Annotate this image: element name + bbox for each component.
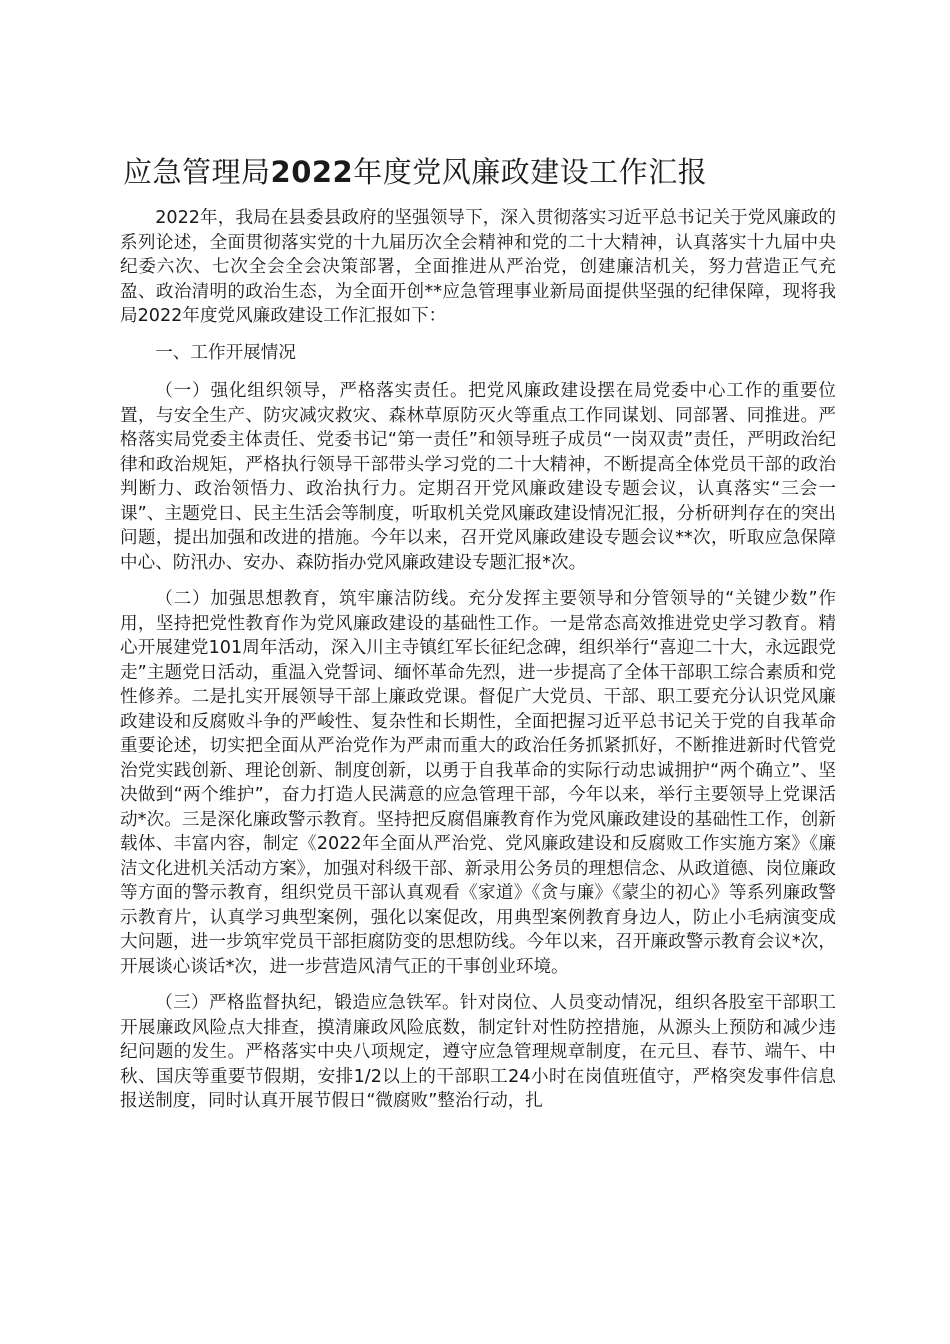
paragraph-ideological-education: （二）加强思想教育，筑牢廉洁防线。充分发挥主要领导和分管领导的“关键少数”作用，坚持把党性教育作为党风廉政建设的基础性工作。一是常态高效推进党史学习教育。精心开展建党101周年活动，深入川主寺镇红军长征纪念碑，组织举行“喜迎二十大，永远跟党走”主题党日活动，重温入党誓词、缅怀革命先烈，进一步提高了全体干部职工综合素质和党性修养。二是扎实开展领导干部上廉政党课。督促广大党员、干部、职工要充分认识党风廉政建设和反腐败斗争的严峻性、复杂性和长期性，全面把握习近平总书记关于党的自我革命重要论述，切实把全面从严治党作为严肃而重大的政治任务抓紧抓好，不断推进新时代管党治党实践创新、理论创新、制度创新，以勇于自我革命的实际行动忠诚拥护“两个确立”、坚决做到“两个维护”，奋力打造人民满意的应急管理干部，今年以来，举行主要领导上党课活动*次。三是深化廉政警示教育。坚持把反腐倡廉教育作为党风廉政建设的基础性工作，创新载体、丰富内容，制定《2022年全面从严治党、党风廉政建设和反腐败工作实施方案》《廉洁文化进机关活动方案》，加强对科级干部、新录用公务员的理想信念、从政道德、岗位廉政等方面的警示教育，组织党员干部认真观看《家道》《贪与廉》《蒙尘的初心》等系列廉政警示教育片，认真学习典型案例，强化以案促改，用典型案例教育身边人，防止小毛病演变成大问题，进一步筑牢党员干部拒腐防变的思想防线。今年以来，召开廉政警示教育会议*次，开展谈心谈话*次，进一步营造风清气正的干事创业环境。 — [120, 589, 836, 977]
document-title — [123, 150, 836, 194]
section-heading-work-status: 一、工作开展情况 — [155, 342, 296, 363]
paragraph-organization-leadership: （一）强化组织领导，严格落实责任。把党风廉政建设摆在局党委中心工作的重要位置，与安全生产、防灾减灾救灾、森林草原防灭火等重点工作同谋划、同部署、同推进。严格落实局党委主体责任、党委书记“第一责任”和领导班子成员“一岗双责”责任，严明政治纪律和政治规矩，严格执行领导干部带头学习党的二十大精神，不断提高全体党员干部的政治判断力、政治领悟力、政治执行力。定期召开党风廉政建设专题会议，认真落实“三会一课”、主题党日、民主生活会等制度，听取机关党风廉政建设情况汇报，分析研判存在的突出问题，提出加强和改进的措施。今年以来，召开党风廉政建设专题会议**次，听取应急保障中心、防汛办、安办、森防指办党风廉政建设专题汇报*次。 — [120, 381, 836, 573]
paragraph-supervision-discipline: （三）严格监督执纪，锻造应急铁军。针对岗位、人员变动情况，组织各股室干部职工开展廉政风险点大排查，摸清廉政风险底数，制定针对性防控措施，从源头上预防和减少违纪问题的发生。严格落实中央八项规定，遵守应急管理规章制度，在元旦、春节、端午、中秋、国庆等重要节假期，安排1/2以上的干部职工24小时在岗值班值守，严格突发事件信息报送制度，同时认真开展节假日“微腐败”整治行动，扎 — [120, 993, 836, 1111]
title-suffix: 年度党风廉政建设工作汇报 — [353, 155, 708, 189]
intro-paragraph: 2022年，我局在县委县政府的坚强领导下，深入贯彻落实习近平总书记关于党风廉政的系列论述，全面贯彻落实党的十九届历次全会精神和党的二十大精神，认真落实十九届中央纪委六次、七次全会全会决策部署，全面推进从严治党，创建廉洁机关，努力营造正气充盈、政治清明的政治生态，为全面开创**应急管理事业新局面提供坚强的纪律保障，现将我局2022年度党风廉政建设工作汇报如下： — [120, 208, 836, 326]
title-year: 2022 — [270, 155, 354, 189]
document-page — [120, 150, 836, 1126]
title-prefix: 应急管理局 — [123, 155, 271, 189]
